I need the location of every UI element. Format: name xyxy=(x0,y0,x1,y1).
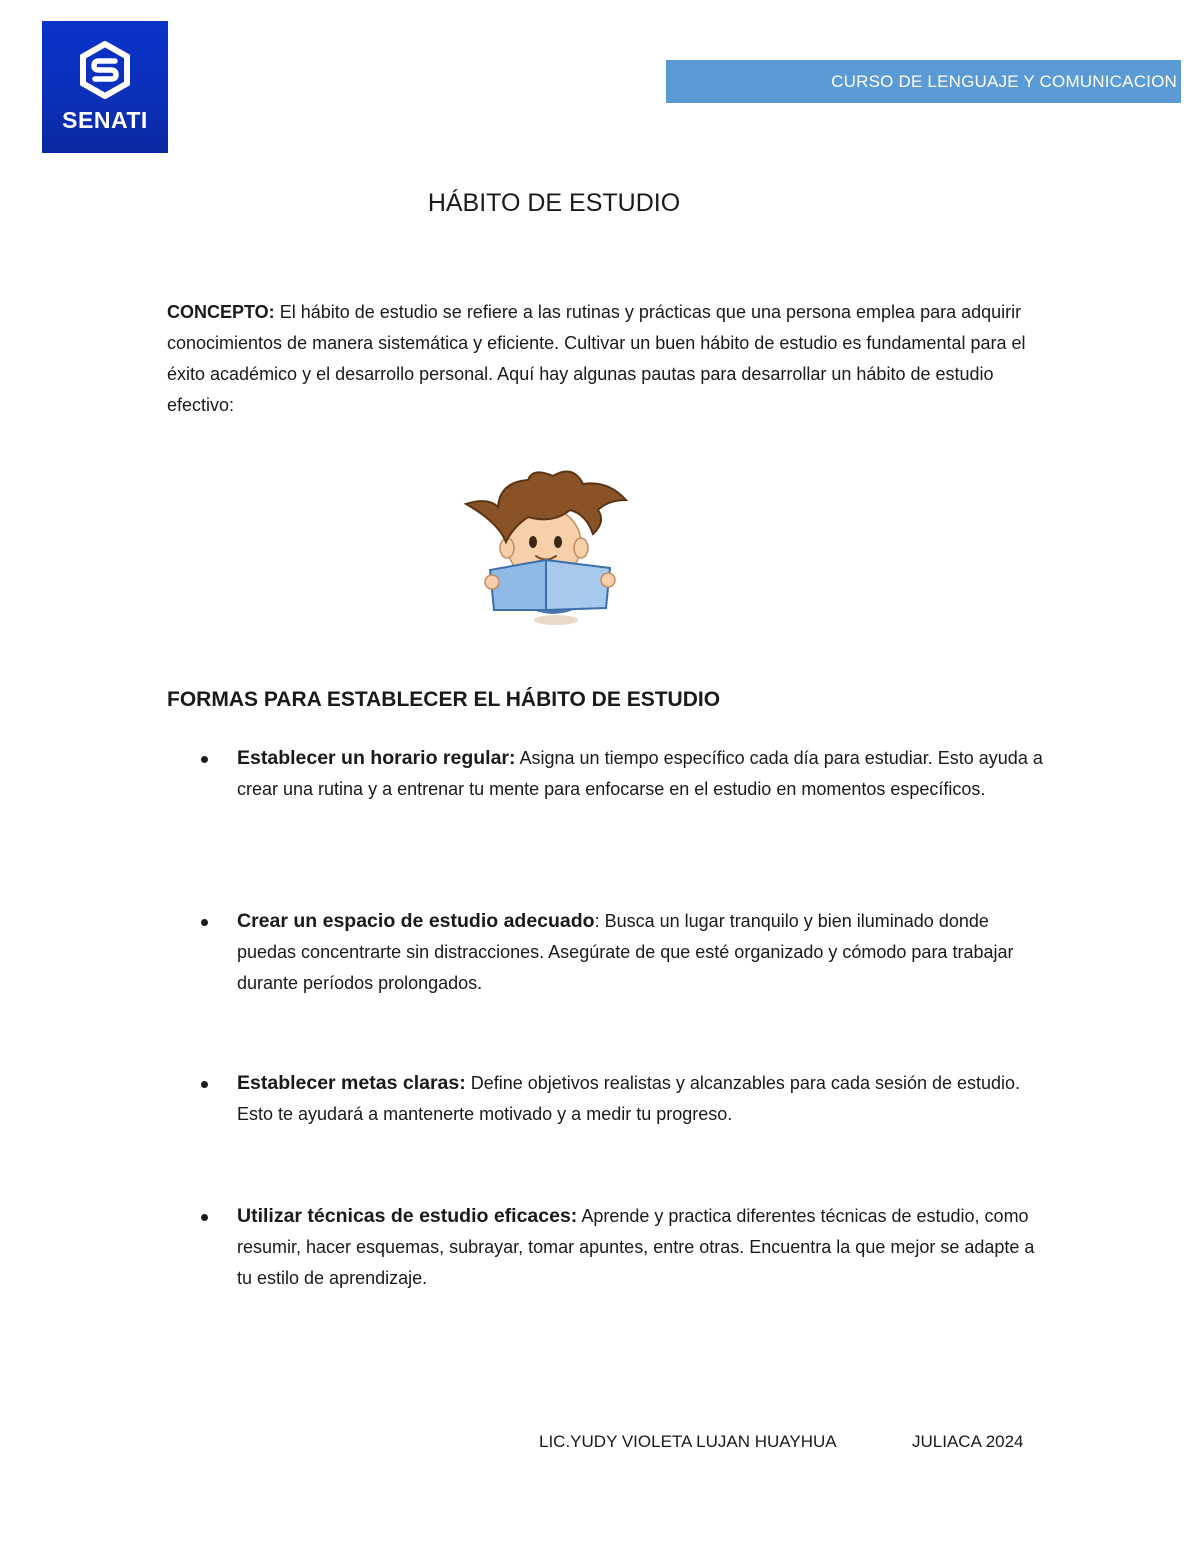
bullet-icon xyxy=(201,1081,208,1088)
senati-logo xyxy=(42,21,168,153)
item-text: : Busca un lugar tranquilo y bien iluminado donde puedas concentrarte sin distracciones. Asegúrate de que esté organizado y cómodo para trabajar durante períodos prolongados. xyxy=(237,911,1014,993)
senati-mark-icon xyxy=(76,41,134,99)
item-lead: Establecer un horario regular: xyxy=(237,747,516,769)
bullet-icon xyxy=(201,756,208,763)
page-title: HÁBITO DE ESTUDIO xyxy=(427,189,681,217)
logo-text: SENATI xyxy=(62,107,148,133)
concept-paragraph xyxy=(167,297,1047,421)
section-title: FORMAS PARA ESTABLECER EL HÁBITO DE ESTUDIO xyxy=(167,688,721,711)
item-text: Aprende y practica diferentes técnicas de estudio, como resumir, hacer esquemas, subrayar, tomar apuntes, entre otras. Encuentra la que mejor se adapte a tu estilo de aprendizaje. xyxy=(237,1206,1035,1288)
list-item xyxy=(237,743,1047,805)
concept-text: El hábito de estudio se refiere a las rutinas y prácticas que una persona emplea para adquirir conocimientos de manera sistemática y eficiente. Cultivar un buen hábito de estudio es fundamental para el éxito académico y el desarrollo personal. Aquí hay algunas pautas para desarrollar un hábito de estudio efectivo: xyxy=(167,302,1026,415)
footer-place-year: JULIACA 2024 xyxy=(912,1432,1024,1451)
item-lead: Utilizar técnicas de estudio eficaces: xyxy=(237,1205,578,1227)
course-title: CURSO DE LENGUAJE Y COMUNICACION xyxy=(831,71,1177,91)
item-lead: Establecer metas claras: xyxy=(237,1072,466,1094)
footer-author: LIC.YUDY VIOLETA LUJAN HUAYHUA xyxy=(539,1432,837,1451)
item-text: Define objetivos realistas y alcanzables para cada sesión de estudio. Esto te ayudará a mantenerte motivado y a medir tu progreso. xyxy=(237,1073,1021,1124)
list-item xyxy=(237,1068,1047,1130)
list-item xyxy=(237,906,1047,999)
item-text: Asigna un tiempo específico cada día para estudiar. Esto ayuda a crear una rutina y a entrenar tu mente para enfocarse en el estudio en momentos específicos. xyxy=(237,748,1043,799)
bullet-icon xyxy=(201,919,208,926)
list-item xyxy=(237,1201,1047,1294)
boy-reading-book-icon xyxy=(458,462,633,627)
bullet-icon xyxy=(201,1214,208,1221)
course-header-bar xyxy=(666,60,1181,103)
concept-label: CONCEPTO: xyxy=(167,302,275,322)
item-lead: Crear un espacio de estudio adecuado xyxy=(237,910,595,932)
